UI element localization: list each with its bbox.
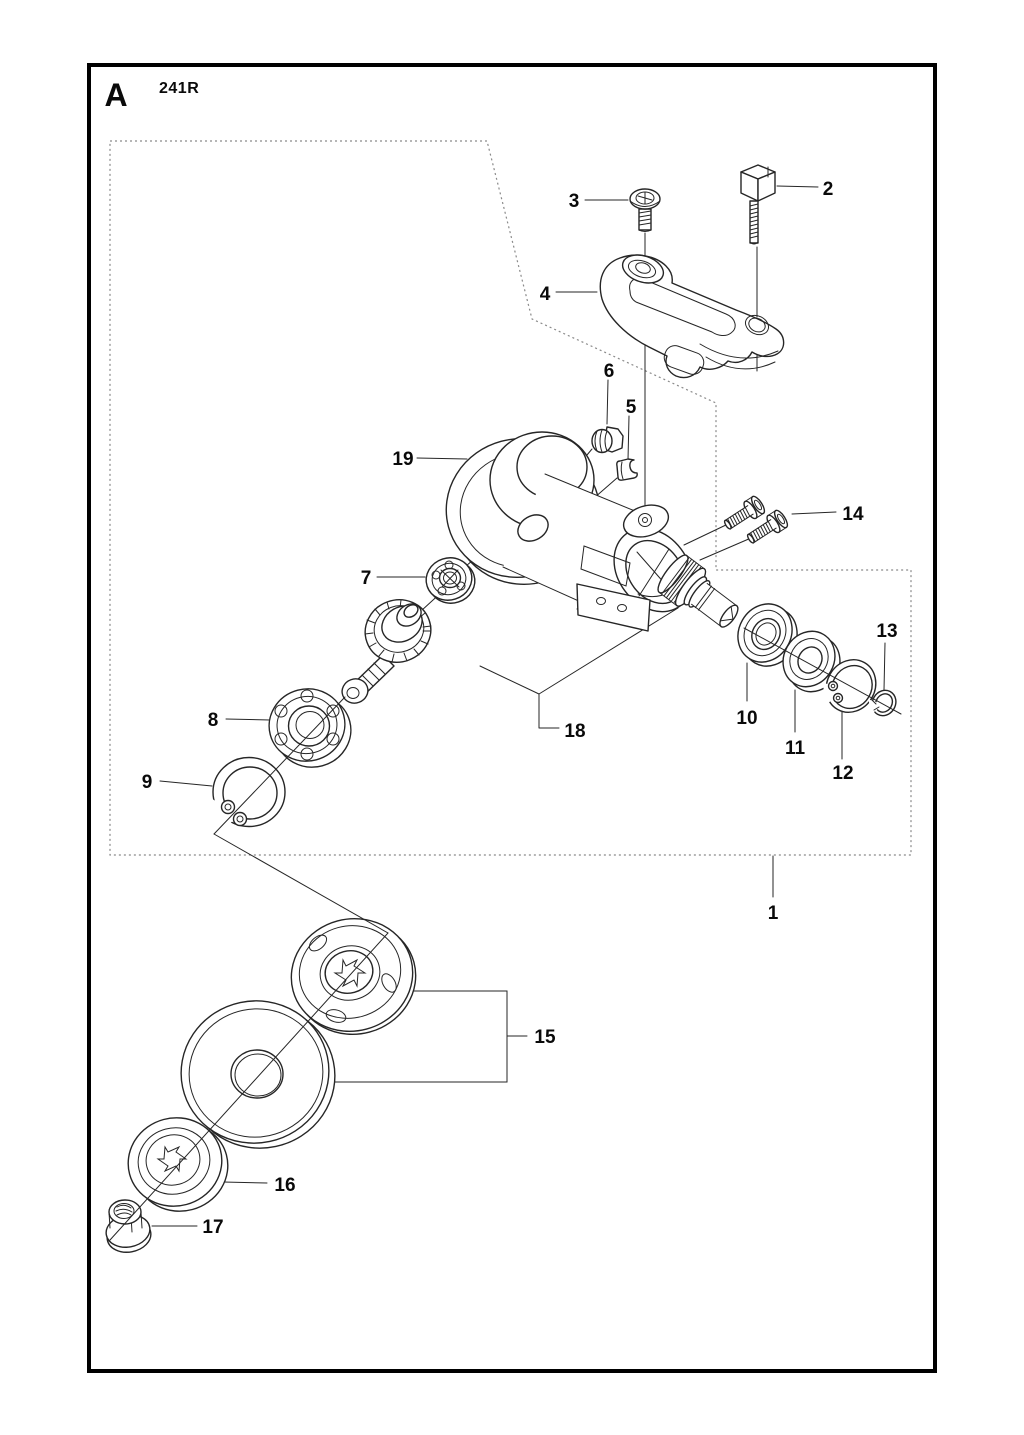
callout-9: 9 [141, 772, 153, 793]
callout-14: 14 [842, 504, 864, 525]
section-letter: A [104, 77, 128, 113]
part-gear-housing-19 [431, 422, 708, 631]
part-screw-3 [630, 189, 660, 232]
part-bolts-14 [721, 494, 790, 548]
callout-7: 7 [360, 568, 372, 589]
callout-4: 4 [539, 284, 551, 305]
callout-1: 1 [767, 903, 779, 924]
part-clip-5 [617, 459, 637, 480]
part-circlip-9 [210, 758, 285, 837]
part-bolt-2 [741, 165, 775, 244]
callout-17: 17 [202, 1217, 224, 1238]
exploded-axis-lines [110, 628, 901, 1240]
callout-6: 6 [603, 361, 615, 382]
callout-3: 3 [568, 191, 580, 212]
callout-5: 5 [625, 397, 637, 418]
part-nut-17 [104, 1200, 154, 1256]
part-clamp-4 [600, 250, 783, 377]
callout-2: 2 [822, 179, 834, 200]
part-plug-6 [592, 427, 623, 453]
callout-8: 8 [207, 710, 219, 731]
callout-18: 18 [564, 721, 586, 742]
callout-12: 12 [832, 763, 854, 784]
callout-10: 10 [736, 708, 758, 729]
callout-11: 11 [784, 738, 806, 759]
callout-16: 16 [274, 1175, 296, 1196]
callout-19: 19 [392, 449, 414, 470]
model-number: 241R [159, 80, 200, 97]
callout-13: 13 [876, 621, 898, 642]
callout-15: 15 [534, 1027, 556, 1048]
